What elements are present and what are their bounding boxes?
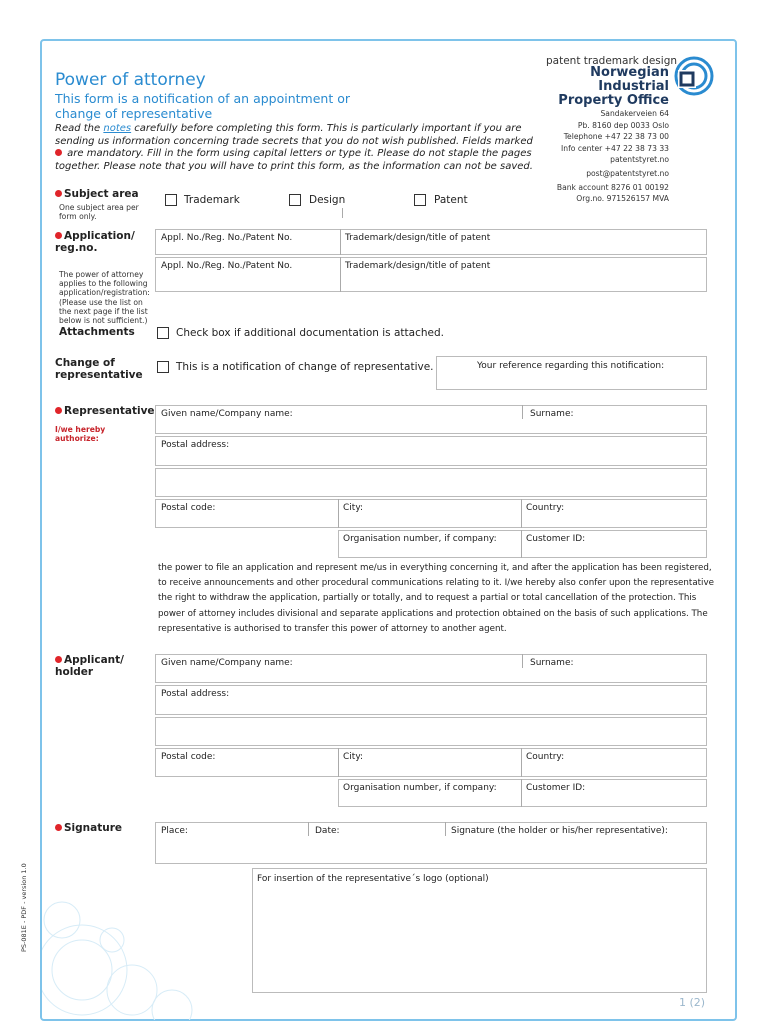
- divider: [338, 499, 339, 528]
- representative-label-text: Representative: [64, 405, 155, 417]
- divider: [522, 654, 523, 668]
- logo-insertion-label: For insertion of the representative´s logo (optional): [257, 874, 489, 884]
- change-label-line1: Change of: [55, 357, 115, 369]
- app-postal-address-field[interactable]: [155, 685, 707, 715]
- office-org: Org.no. 971526157 MVA: [576, 194, 669, 204]
- intro-after-link: carefully before completing this form. This is particularly important if you are sending us information concerning trade secrets that you do not wish published. Fields marked: [55, 123, 533, 147]
- intro-text: [55, 123, 545, 173]
- rep-postal-address-field-2[interactable]: [155, 468, 707, 497]
- authorize-note: [55, 425, 105, 443]
- rep-org-number-label: Organisation number, if company:: [343, 534, 497, 544]
- change-representative-text: This is a notification of change of representative.: [176, 361, 434, 373]
- nipo-logo-icon: [672, 56, 716, 96]
- rep-postal-code-label: Postal code:: [161, 503, 216, 513]
- office-email: post@patentstyret.no: [586, 168, 669, 178]
- office-address-block: [540, 108, 669, 205]
- change-label-line2: representative: [55, 369, 143, 381]
- trademark-title-label: Trademark/design/title of patent: [345, 233, 491, 243]
- app-postal-address-label: Postal address:: [161, 689, 230, 699]
- application-label: [55, 230, 135, 254]
- trademark-checkbox[interactable]: [165, 194, 177, 206]
- divider: [521, 499, 522, 528]
- office-tagline: patent trademark design: [546, 55, 678, 67]
- mandatory-dot-icon: [55, 407, 62, 414]
- authorize-line1: I/we hereby: [55, 425, 106, 434]
- divider: [521, 779, 522, 807]
- attachments-checkbox-text: Check box if additional documentation is attached.: [176, 327, 444, 339]
- place-label: Place:: [161, 826, 188, 836]
- subject-area-label: [55, 188, 139, 200]
- divider: [342, 208, 343, 218]
- office-name-line1: Norwegian Industrial: [590, 65, 669, 94]
- representative-label: [55, 405, 155, 417]
- rep-country-label: Country:: [526, 503, 565, 513]
- rep-postal-address-field[interactable]: [155, 436, 707, 466]
- attachments-label: Attachments: [59, 326, 135, 338]
- patent-checkbox[interactable]: [414, 194, 426, 206]
- trademark-title-label-2: Trademark/design/title of patent: [345, 261, 491, 271]
- rep-postal-address-label: Postal address:: [161, 440, 230, 450]
- applicant-label-line2: holder: [55, 666, 94, 678]
- appl-no-label: Appl. No./Reg. No./Patent No.: [161, 233, 293, 243]
- application-label-line2: reg.no.: [55, 242, 98, 254]
- office-name: [528, 66, 669, 108]
- app-surname-label: Surname:: [530, 658, 574, 668]
- page-number: 1 (2): [679, 996, 706, 1009]
- intro-before-link: Read the: [55, 123, 104, 134]
- office-name-line2: Property Office: [558, 93, 669, 108]
- change-representative-checkbox[interactable]: [157, 361, 169, 373]
- app-country-label: Country:: [526, 752, 565, 762]
- rep-customer-id-label: Customer ID:: [526, 534, 586, 544]
- office-address2: Pb. 8160 dep 0033 Oslo: [577, 120, 669, 130]
- date-label: Date:: [315, 826, 340, 836]
- rep-postal-code-row[interactable]: [155, 499, 707, 528]
- power-of-attorney-text: the power to file an application and represent me/us in everything concerning it, and after the application has been registered, to receive announcements and other procedural communications relating to it. I/we hereby also confer upon the representative the right to withdraw the application, partially or totally, and to request a partial or total cancellation of the protection. This power of attorney includes divisional and separate applications and protection obtained on the basis of such applications. The representative is authorised to transfer this power of attorney to another agent.: [158, 563, 714, 634]
- divider: [308, 822, 309, 836]
- application-note: The power of attorney applies to the following application/registration: (Please use the list on the next page if the list below is not sufficient.): [59, 270, 150, 326]
- signature-label-text: Signature: [64, 822, 123, 834]
- change-representative-label: [55, 357, 143, 381]
- signature-label: [55, 822, 122, 834]
- reference-label: Your reference regarding this notification:: [477, 361, 665, 371]
- mandatory-dot-icon: [55, 824, 62, 831]
- office-telephone: Telephone +47 22 38 73 00: [563, 132, 669, 142]
- app-org-number-label: Organisation number, if company:: [343, 783, 497, 793]
- application-label-line1: Application/: [64, 230, 135, 242]
- app-postal-address-field-2[interactable]: [155, 717, 707, 746]
- mandatory-dot-icon: [55, 232, 62, 239]
- intro-after-dot: are mandatory. Fill in the form using capital letters or type it. Please do not staple the pages together. Please note that you will have to print this form, as the information can not be saved.: [55, 148, 533, 172]
- form-id: PS-081E - PDF - version 1.0: [20, 863, 28, 952]
- attachments-checkbox[interactable]: [157, 327, 169, 339]
- divider: [340, 257, 341, 292]
- trademark-option-label: Trademark: [184, 194, 240, 206]
- applicant-label-line1: Applicant/: [64, 654, 124, 666]
- rep-surname-label: Surname:: [530, 409, 574, 419]
- divider: [445, 822, 446, 836]
- rep-given-name-label: Given name/Company name:: [161, 409, 293, 419]
- app-customer-id-label: Customer ID:: [526, 783, 586, 793]
- divider: [521, 530, 522, 558]
- mandatory-dot-icon: [55, 656, 62, 663]
- logo-insertion-box[interactable]: [252, 868, 707, 993]
- rep-city-label: City:: [343, 503, 364, 513]
- mandatory-dot-icon: [55, 149, 62, 156]
- divider: [338, 748, 339, 777]
- office-bank: Bank account 8276 01 00192: [556, 182, 669, 192]
- app-postal-code-label: Postal code:: [161, 752, 216, 762]
- office-address1: Sandakerveien 64: [600, 109, 669, 118]
- subject-area-note: One subject area per form only.: [59, 203, 139, 222]
- divider: [521, 748, 522, 777]
- design-checkbox[interactable]: [289, 194, 301, 206]
- app-given-name-label: Given name/Company name:: [161, 658, 293, 668]
- app-postal-code-row[interactable]: [155, 748, 707, 777]
- page-subtitle: This form is a notification of an appointment or change of representative: [55, 91, 350, 121]
- office-web: patentstyret.no: [610, 155, 669, 165]
- notes-link[interactable]: notes: [103, 123, 132, 134]
- app-city-label: City:: [343, 752, 364, 762]
- patent-option-label: Patent: [434, 194, 468, 206]
- appl-no-label-2: Appl. No./Reg. No./Patent No.: [161, 261, 293, 271]
- authorize-line2: authorize:: [55, 434, 99, 444]
- divider: [522, 405, 523, 419]
- divider: [340, 229, 341, 255]
- applicant-label: [55, 654, 124, 678]
- office-info-center: Info center +47 22 38 73 33: [561, 143, 669, 153]
- mandatory-dot-icon: [55, 190, 62, 197]
- subject-area-label-text: Subject area: [64, 188, 139, 200]
- design-option-label: Design: [309, 194, 346, 206]
- page-title: Power of attorney: [55, 70, 206, 90]
- signature-field-label: Signature (the holder or his/her representative):: [451, 826, 668, 836]
